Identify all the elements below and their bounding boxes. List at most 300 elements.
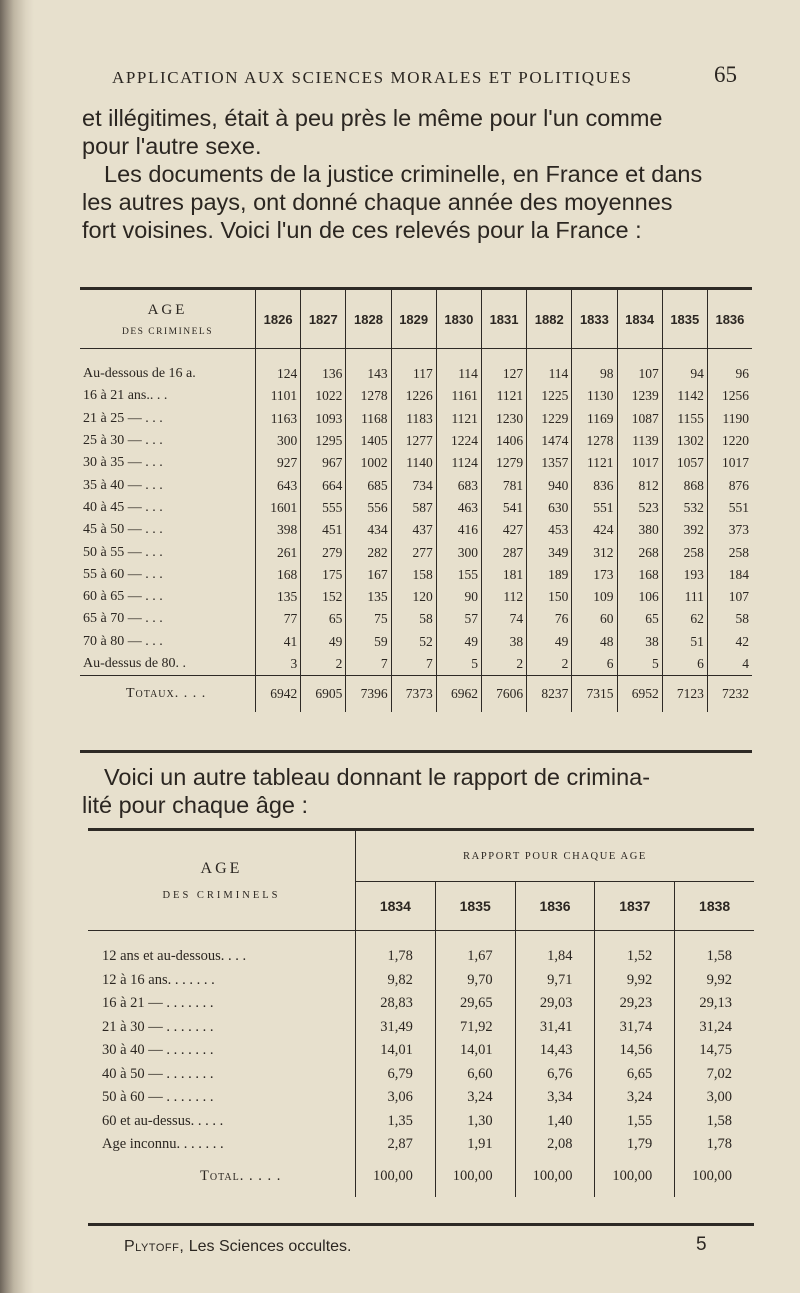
count-cell: 380 [617,519,662,541]
year-header: 1838 [675,882,754,931]
table-row [88,1133,754,1157]
count-cell: 175 [301,564,346,586]
count-cell: 107 [617,363,662,385]
ratio-cell: 14,75 [675,1039,754,1063]
ratio-cell: 31,41 [515,1016,595,1040]
age-column-header [88,831,356,931]
text-line: Les documents de la justice criminelle, en France et dans [104,161,703,187]
count-cell: 258 [707,541,752,563]
year-header: 1836 [515,882,595,931]
ratio-cell: 29,03 [515,992,595,1016]
count-cell: 112 [481,586,526,608]
spacer-cell [80,349,256,364]
age-range-label: 65 à 70 — . . . [83,611,163,627]
year-header: 1829 [391,290,436,349]
count-cell: 1130 [572,385,617,407]
count-cell: 836 [572,474,617,496]
count-cell: 463 [436,497,481,519]
total-cell: 6952 [617,676,662,713]
count-cell: 279 [301,541,346,563]
count-cell: 57 [436,608,481,630]
count-cell: 1121 [481,385,526,407]
ratio-cell: 6,65 [595,1063,675,1087]
age-range-label: Au-dessus de 80. . [83,656,187,671]
ratio-cell: 2,08 [515,1133,595,1157]
ratio-cell: 14,01 [435,1039,515,1063]
ratio-cell: 3,24 [595,1086,675,1110]
spacer-cell [391,349,436,364]
count-cell: 136 [301,363,346,385]
ratio-cell: 1,40 [515,1110,595,1134]
table-row [88,992,754,1016]
spacer-cell [572,349,617,364]
ratio-cell: 29,65 [435,992,515,1016]
count-cell: 59 [346,631,391,653]
count-cell: 74 [481,608,526,630]
ratio-cell: 1,52 [595,945,675,969]
count-cell: 424 [572,519,617,541]
total-cell: 6962 [436,676,481,713]
count-cell: 1169 [572,408,617,430]
year-header: 1835 [662,290,707,349]
total-label: Totaux. . . . [80,676,256,713]
count-cell: 1357 [527,452,572,474]
page-number: 65 [714,62,737,87]
ratio-cell: 3,00 [675,1086,754,1110]
count-cell: 184 [707,564,752,586]
count-cell: 6 [662,653,707,676]
table-2 [88,831,754,1197]
table-row [80,519,752,541]
total-cell: 100,00 [356,1157,436,1197]
ratio-cell: 28,83 [356,992,436,1016]
count-cell: 1229 [527,408,572,430]
table-row [80,564,752,586]
age-range-label: 12 ans et au-dessous. . . . [102,948,247,965]
count-cell: 124 [256,363,301,385]
count-cell: 1278 [346,385,391,407]
text-line: fort voisines. Voici l'un de ces relevés pour la France : [82,217,642,243]
total-cell: 7315 [572,676,617,713]
total-cell: 7396 [346,676,391,713]
ratio-cell: 29,23 [595,992,675,1016]
count-cell: 734 [391,474,436,496]
count-cell: 117 [391,363,436,385]
count-cell: 1278 [572,430,617,452]
count-cell: 5 [617,653,662,676]
table-row [88,1110,754,1134]
table-header-row [80,290,752,349]
count-cell: 1183 [391,408,436,430]
count-cell: 127 [481,363,526,385]
count-cell: 1017 [707,452,752,474]
ratio-cell: 1,84 [515,945,595,969]
count-cell: 1121 [436,408,481,430]
count-cell: 1225 [527,385,572,407]
total-row [80,676,752,713]
year-header: 1833 [572,290,617,349]
spacer-cell [301,349,346,364]
count-cell: 300 [256,430,301,452]
count-cell: 258 [662,541,707,563]
count-cell: 664 [301,474,346,496]
count-cell: 1163 [256,408,301,430]
table-row [88,1063,754,1087]
ratio-group-header: RAPPORT POUR CHAQUE AGE [356,831,755,882]
ratio-cell: 1,67 [435,945,515,969]
count-cell: 150 [527,586,572,608]
count-cell: 181 [481,564,526,586]
year-header: 1837 [595,882,675,931]
count-cell: 114 [527,363,572,385]
ratio-cell: 1,78 [675,1133,754,1157]
count-cell: 38 [617,631,662,653]
count-cell: 685 [346,474,391,496]
total-cell: 8237 [527,676,572,713]
count-cell: 453 [527,519,572,541]
criminals-by-age-table [80,287,752,753]
age-range-label: 30 à 35 — . . . [83,455,163,471]
count-cell: 2 [301,653,346,676]
spacer-cell [617,349,662,364]
count-cell: 4 [707,653,752,676]
text-line: pour l'autre sexe. [82,133,262,159]
count-cell: 551 [707,497,752,519]
table-row [88,1086,754,1110]
table-row [80,363,752,385]
count-cell: 268 [617,541,662,563]
spacer-cell [515,931,595,946]
age-heading: AGE [200,860,243,877]
year-header: 1826 [256,290,301,349]
age-range-label: 25 à 30 — . . . [83,433,163,449]
count-cell: 1121 [572,452,617,474]
count-cell: 1474 [527,430,572,452]
count-cell: 120 [391,586,436,608]
table-row [80,452,752,474]
count-cell: 876 [707,474,752,496]
spacer-cell [662,349,707,364]
count-cell: 1017 [617,452,662,474]
total-cell: 100,00 [675,1157,754,1197]
year-header: 1835 [435,882,515,931]
count-cell: 927 [256,452,301,474]
table-row [80,631,752,653]
table-row [80,541,752,563]
total-cell: 100,00 [435,1157,515,1197]
count-cell: 261 [256,541,301,563]
age-range-label: 16 à 21 ans.. . . [83,388,168,404]
count-cell: 60 [572,608,617,630]
table-row [88,1016,754,1040]
count-cell: 152 [301,586,346,608]
count-cell: 416 [436,519,481,541]
count-cell: 1230 [481,408,526,430]
count-cell: 1277 [391,430,436,452]
total-cell: 6905 [301,676,346,713]
count-cell: 287 [481,541,526,563]
spacer-cell [595,931,675,946]
count-cell: 630 [527,497,572,519]
ratio-cell: 29,13 [675,992,754,1016]
count-cell: 1256 [707,385,752,407]
ratio-cell: 6,79 [356,1063,436,1087]
running-title: APPLICATION AUX SCIENCES MORALES ET POLITIQUES [112,68,633,87]
total-cell: 6942 [256,676,301,713]
count-cell: 48 [572,631,617,653]
middle-paragraph [82,763,782,819]
count-cell: 1295 [301,430,346,452]
count-cell: 1161 [436,385,481,407]
count-cell: 158 [391,564,436,586]
count-cell: 398 [256,519,301,541]
count-cell: 643 [256,474,301,496]
age-range-label: 35 à 40 — . . . [83,477,163,493]
text-line: les autres pays, ont donné chaque année des moyennes [82,189,673,215]
count-cell: 1168 [346,408,391,430]
total-cell: 100,00 [595,1157,675,1197]
count-cell: 1124 [436,452,481,474]
total-cell: 100,00 [515,1157,595,1197]
count-cell: 967 [301,452,346,474]
ratio-cell: 9,71 [515,969,595,993]
count-cell: 1226 [391,385,436,407]
count-cell: 155 [436,564,481,586]
ratio-cell: 3,34 [515,1086,595,1110]
count-cell: 1057 [662,452,707,474]
age-range-label: 40 à 45 — . . . [83,499,163,515]
age-range-label: 60 à 65 — . . . [83,589,163,605]
count-cell: 868 [662,474,707,496]
count-cell: 1601 [256,497,301,519]
total-label: Total. . . . . [200,1168,282,1184]
ratio-cell: 6,76 [515,1063,595,1087]
count-cell: 109 [572,586,617,608]
count-cell: 41 [256,631,301,653]
count-cell: 7 [346,653,391,676]
age-range-label: Au-dessous de 16 a. [83,366,196,382]
age-range-label: 70 à 80 — . . . [83,633,163,649]
ratio-cell: 31,24 [675,1016,754,1040]
count-cell: 168 [256,564,301,586]
text-line: et illégitimes, était à peu près le même pour l'un comme [82,105,663,131]
age-range-label: 12 à 16 ans. . . . . . . [102,971,215,988]
ratio-cell: 71,92 [435,1016,515,1040]
count-cell: 2 [481,653,526,676]
count-cell: 282 [346,541,391,563]
year-header: 1834 [617,290,662,349]
ratio-cell: 14,43 [515,1039,595,1063]
count-cell: 49 [436,631,481,653]
table-row [88,945,754,969]
signature-mark: 5 [696,1234,707,1255]
count-cell: 3 [256,653,301,676]
count-cell: 189 [527,564,572,586]
count-cell: 373 [707,519,752,541]
count-cell: 96 [707,363,752,385]
count-cell: 523 [617,497,662,519]
count-cell: 75 [346,608,391,630]
table-header-row [88,831,754,882]
footer-book-title: Les Sciences occultes. [188,1238,352,1255]
count-cell: 1101 [256,385,301,407]
ratio-cell: 14,01 [356,1039,436,1063]
ratio-cell: 1,35 [356,1110,436,1134]
age-range-label: 55 à 60 — . . . [83,566,163,582]
age-range-label: 16 à 21 — . . . . . . . [102,995,214,1012]
total-cell: 7373 [391,676,436,713]
spacer-cell [346,349,391,364]
ratio-cell: 31,74 [595,1016,675,1040]
count-cell: 193 [662,564,707,586]
count-cell: 1279 [481,452,526,474]
age-range-label: 50 à 60 — . . . . . . . [102,1089,214,1106]
count-cell: 65 [301,608,346,630]
ratio-cell: 1,91 [435,1133,515,1157]
count-cell: 1302 [662,430,707,452]
ratio-cell: 9,82 [356,969,436,993]
criminality-ratio-table [88,828,754,1226]
spacer-cell [527,349,572,364]
count-cell: 1002 [346,452,391,474]
count-cell: 135 [256,586,301,608]
count-cell: 556 [346,497,391,519]
count-cell: 2 [527,653,572,676]
age-range-label: 45 à 50 — . . . [83,522,163,538]
count-cell: 940 [527,474,572,496]
count-cell: 90 [436,586,481,608]
table-row [80,385,752,407]
ratio-cell: 3,06 [356,1086,436,1110]
age-range-label: 30 à 40 — . . . . . . . [102,1042,214,1059]
ratio-cell: 1,55 [595,1110,675,1134]
ratio-cell: 9,70 [435,969,515,993]
age-subheading: DES CRIMINELS [121,326,214,337]
year-header: 1828 [346,290,391,349]
spacer-cell [481,349,526,364]
spacer-cell [675,931,754,946]
count-cell: 107 [707,586,752,608]
age-range-label: 60 et au-dessus. . . . . [102,1112,224,1129]
table-row [80,586,752,608]
spacer-cell [88,931,356,946]
ratio-cell: 1,30 [435,1110,515,1134]
table-row [80,608,752,630]
spacer-cell [707,349,752,364]
spacer-cell [256,349,301,364]
year-header: 1830 [436,290,481,349]
count-cell: 587 [391,497,436,519]
count-cell: 300 [436,541,481,563]
count-cell: 683 [436,474,481,496]
intro-paragraph [82,104,782,244]
count-cell: 437 [391,519,436,541]
count-cell: 434 [346,519,391,541]
ratio-cell: 1,78 [356,945,436,969]
total-cell: 7606 [481,676,526,713]
count-cell: 541 [481,497,526,519]
count-cell: 42 [707,631,752,653]
ratio-cell: 31,49 [356,1016,436,1040]
count-cell: 1190 [707,408,752,430]
count-cell: 349 [527,541,572,563]
table-row [80,430,752,452]
count-cell: 167 [346,564,391,586]
footer-author: Plytoff, [124,1238,185,1255]
age-range-label: Age inconnu. . . . . . . [102,1136,224,1153]
ratio-cell: 6,60 [435,1063,515,1087]
count-cell: 1087 [617,408,662,430]
spacer-cell [435,931,515,946]
count-cell: 277 [391,541,436,563]
table-row [88,969,754,993]
table-1 [80,290,752,712]
count-cell: 106 [617,586,662,608]
count-cell: 312 [572,541,617,563]
count-cell: 392 [662,519,707,541]
count-cell: 111 [662,586,707,608]
count-cell: 173 [572,564,617,586]
age-range-label: 40 à 50 — . . . . . . . [102,1065,214,1082]
ratio-cell: 9,92 [595,969,675,993]
count-cell: 1405 [346,430,391,452]
count-cell: 1139 [617,430,662,452]
spacer-row [80,349,752,364]
ratio-cell: 1,58 [675,1110,754,1134]
count-cell: 94 [662,363,707,385]
text-line: lité pour chaque âge : [82,792,309,818]
page-footer [124,1234,724,1256]
age-heading: AGE [147,301,188,318]
count-cell: 1155 [662,408,707,430]
count-cell: 532 [662,497,707,519]
count-cell: 427 [481,519,526,541]
total-row [88,1157,754,1197]
year-header: 1834 [356,882,436,931]
count-cell: 6 [572,653,617,676]
count-cell: 49 [527,631,572,653]
count-cell: 77 [256,608,301,630]
total-cell: 7232 [707,676,752,713]
age-subheading: DES CRIMINELS [162,890,281,901]
count-cell: 58 [707,608,752,630]
ratio-cell: 1,79 [595,1133,675,1157]
count-cell: 62 [662,608,707,630]
count-cell: 7 [391,653,436,676]
year-header: 1836 [707,290,752,349]
spacer-cell [356,931,436,946]
year-header: 1827 [301,290,346,349]
count-cell: 49 [301,631,346,653]
count-cell: 5 [436,653,481,676]
count-cell: 65 [617,608,662,630]
count-cell: 1406 [481,430,526,452]
table-row [80,474,752,496]
count-cell: 812 [617,474,662,496]
ratio-cell: 14,56 [595,1039,675,1063]
count-cell: 98 [572,363,617,385]
ratio-cell: 1,58 [675,945,754,969]
year-header: 1831 [481,290,526,349]
age-column-header [80,290,256,349]
count-cell: 51 [662,631,707,653]
count-cell: 168 [617,564,662,586]
age-range-label: 50 à 55 — . . . [83,544,163,560]
count-cell: 1140 [391,452,436,474]
table-row [80,497,752,519]
count-cell: 1239 [617,385,662,407]
count-cell: 781 [481,474,526,496]
